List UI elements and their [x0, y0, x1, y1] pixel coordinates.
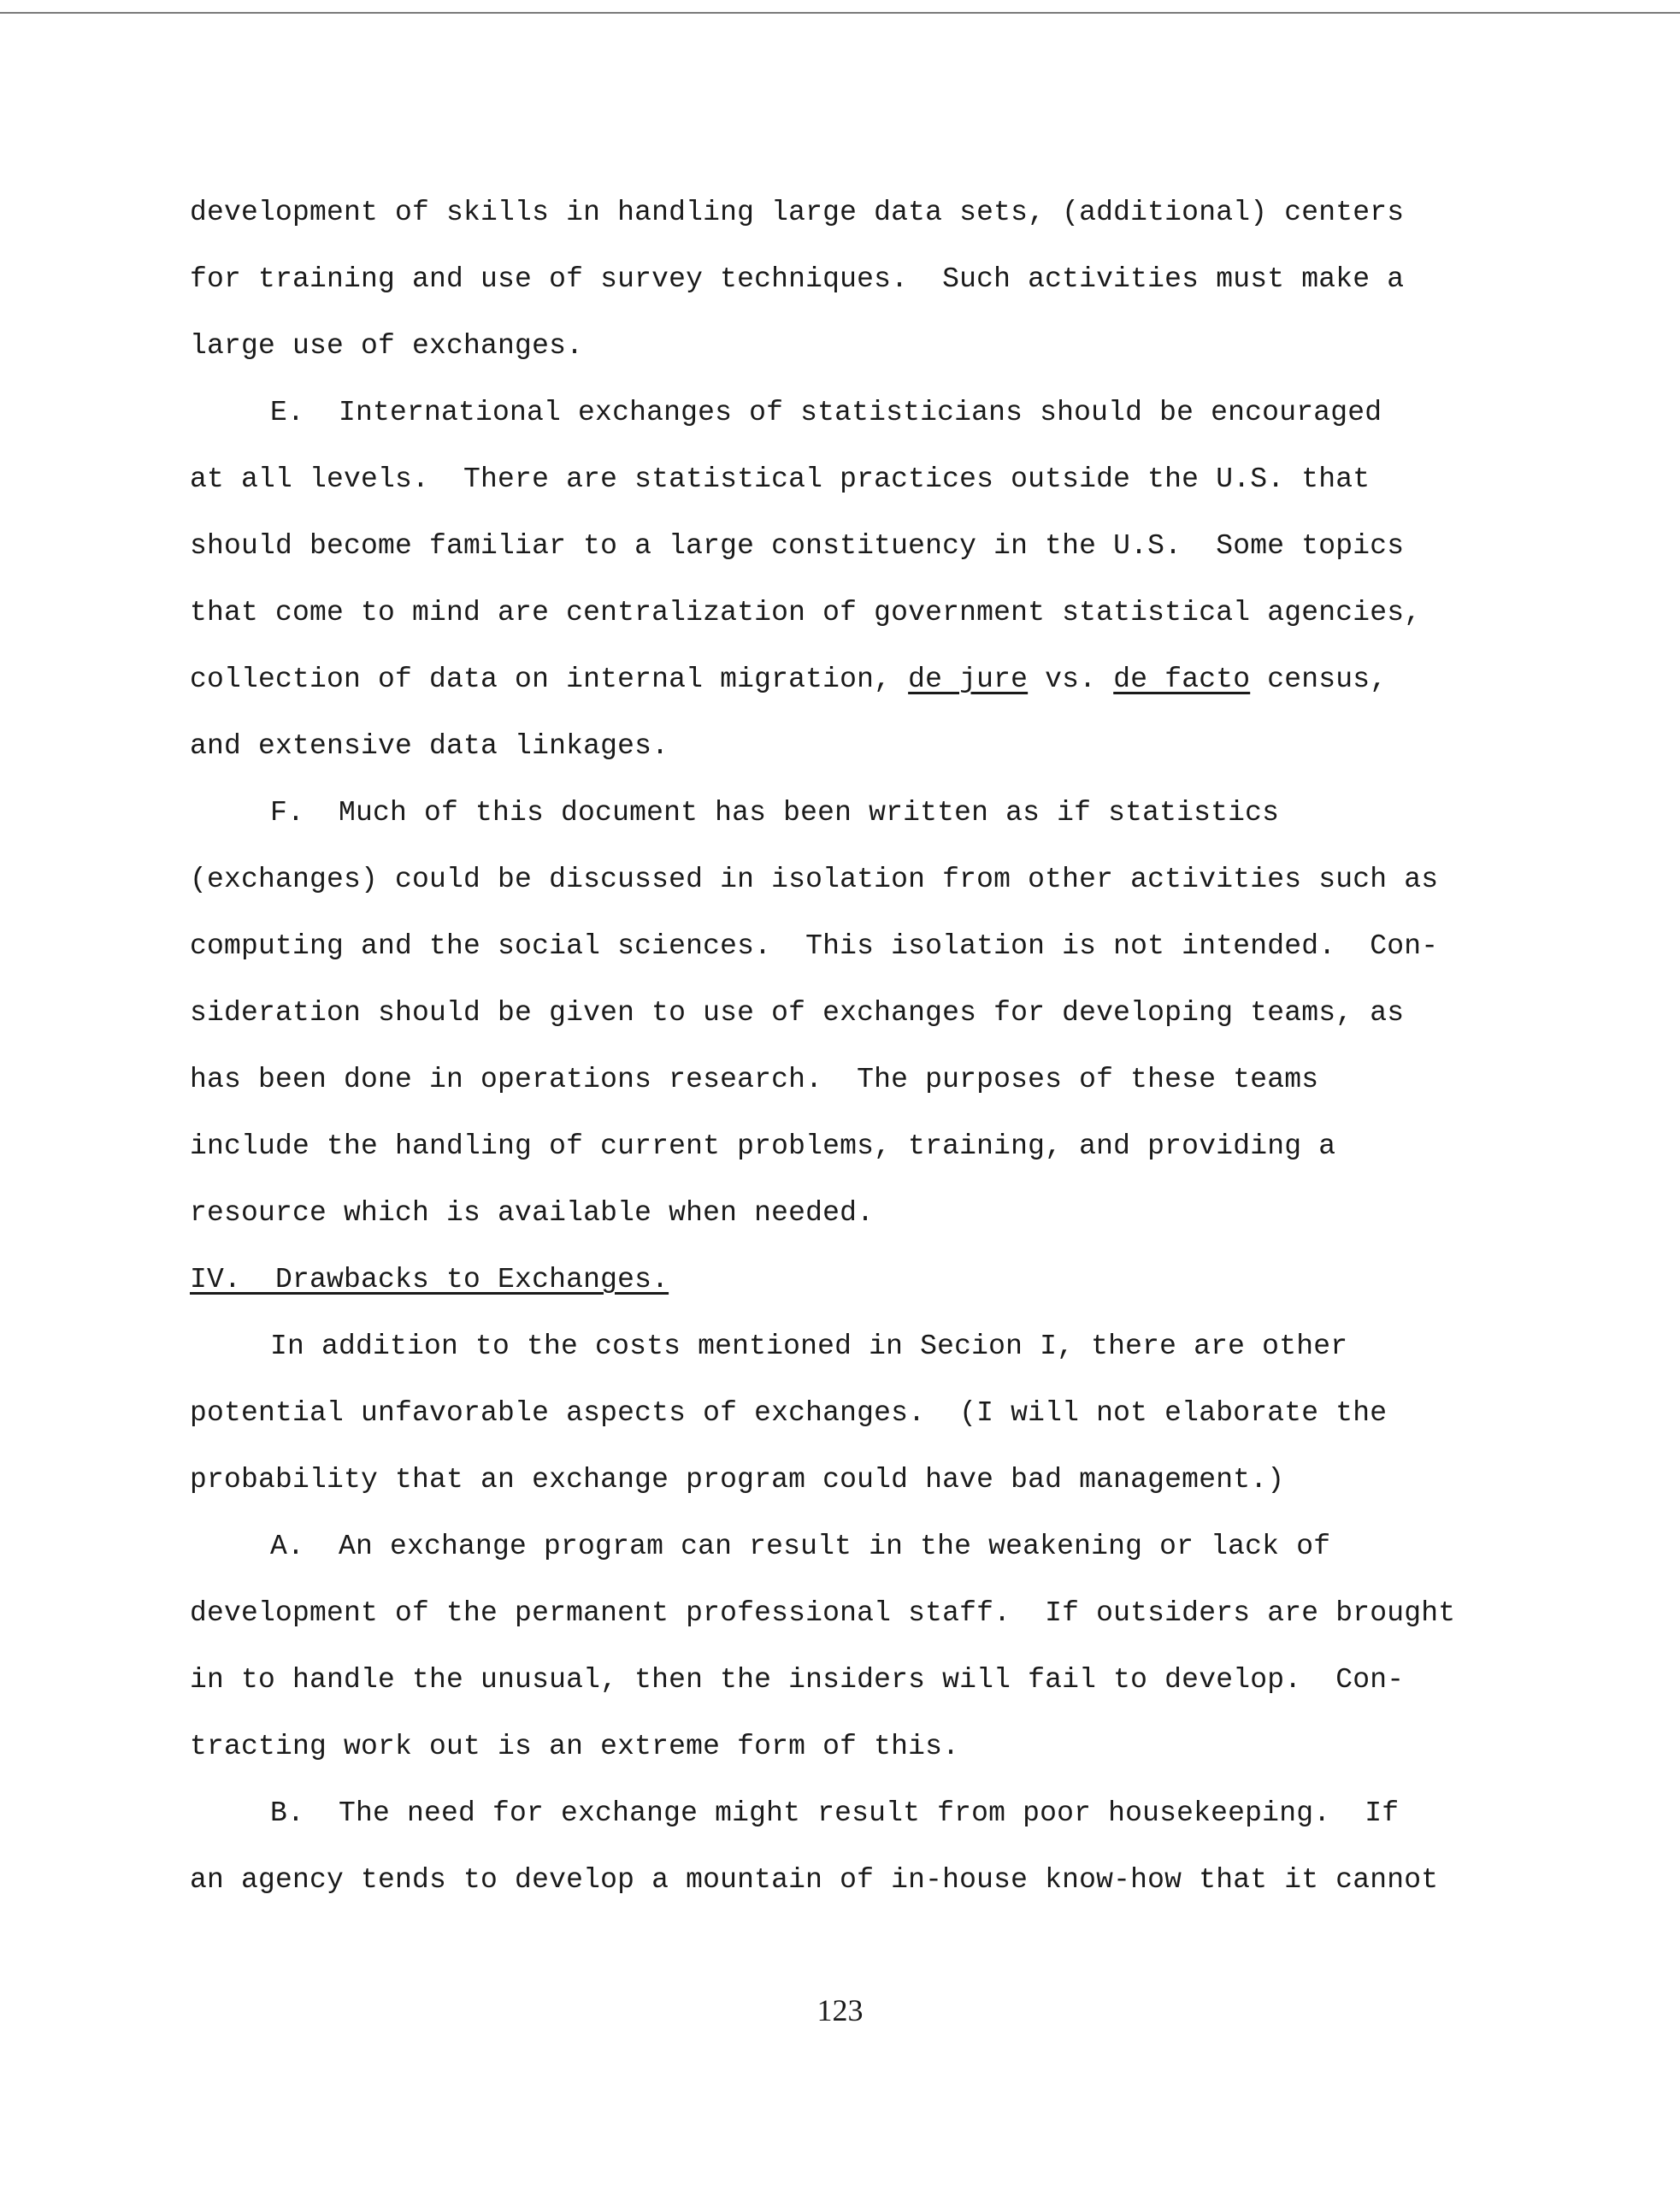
text-line: and extensive data linkages. [190, 730, 669, 762]
text-line: sideration should be given to use of exchanges for developing teams, as [190, 997, 1405, 1029]
section-heading-drawbacks: IV. Drawbacks to Exchanges. [190, 1264, 669, 1295]
section-a-heading-line: A. An exchange program can result in the weakening or lack of [270, 1531, 1331, 1562]
text-line: In addition to the costs mentioned in Secion I, there are other [270, 1331, 1348, 1362]
text-line: in to handle the unusual, then the insiders will fail to develop. Con- [190, 1664, 1405, 1696]
text-line: probability that an exchange program could have bad management.) [190, 1464, 1285, 1496]
text-line: potential unfavorable aspects of exchanges. (I will not elaborate the [190, 1397, 1388, 1429]
text-line: has been done in operations research. The purposes of these teams [190, 1064, 1319, 1095]
text-line: an agency tends to develop a mountain of in-house know-how that it cannot [190, 1864, 1439, 1896]
text-segment: census, [1250, 664, 1388, 695]
text-segment: vs. [1028, 664, 1114, 695]
text-line: development of skills in handling large data sets, (additional) centers [190, 197, 1405, 228]
text-line: computing and the social sciences. This isolation is not intended. Con- [190, 930, 1439, 962]
text-line-census-terms [190, 646, 1524, 713]
text-line: should become familiar to a large constituency in the U.S. Some topics [190, 530, 1405, 562]
text-line: for training and use of survey techniques. Such activities must make a [190, 263, 1405, 295]
text-line: development of the permanent professional staff. If outsiders are brought [190, 1597, 1456, 1629]
text-line: resource which is available when needed. [190, 1197, 875, 1229]
page-number: 123 [816, 1993, 864, 2027]
text-line: (exchanges) could be discussed in isolation from other activities such as [190, 864, 1439, 895]
section-f-heading-line: F. Much of this document has been written as if statistics [270, 797, 1280, 829]
top-border-rule [0, 12, 1680, 14]
section-e-heading-line: E. International exchanges of statisticians should be encouraged [270, 397, 1382, 428]
document-body [190, 180, 1524, 1914]
underlined-term-de-facto: de facto [1113, 664, 1251, 695]
text-line: include the handling of current problems, training, and providing a [190, 1130, 1336, 1162]
text-line: that come to mind are centralization of government statistical agencies, [190, 597, 1422, 628]
text-segment: collection of data on internal migration, [190, 664, 909, 695]
text-line: large use of exchanges. [190, 330, 584, 362]
underlined-term-de-jure: de jure [908, 664, 1029, 695]
text-line: tracting work out is an extreme form of this. [190, 1731, 960, 1762]
section-b-heading-line: B. The need for exchange might result from poor housekeeping. If [270, 1797, 1400, 1829]
text-line: at all levels. There are statistical practices outside the U.S. that [190, 463, 1371, 495]
